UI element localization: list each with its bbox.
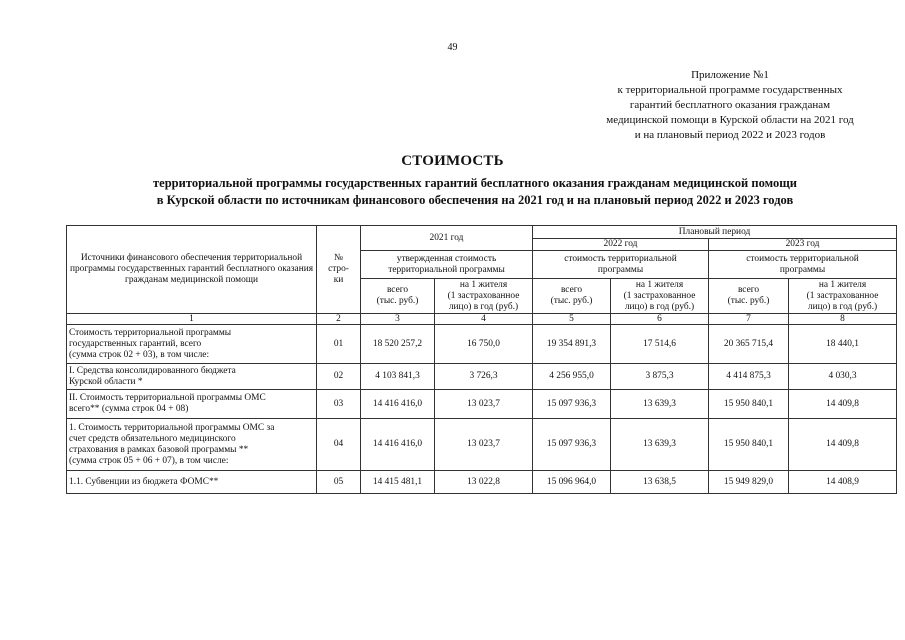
appendix-line: медицинской помощи в Курской области на 2021 год [606,114,854,126]
column-number: 3 [361,314,435,325]
header-cost-2023: стоимость территориальной программы [709,251,897,279]
financing-table [66,225,897,494]
header-row-1 [67,226,897,239]
column-number: 4 [435,314,533,325]
header-cost-2022: стоимость территориальной программы [533,251,709,279]
column-number-row [67,314,897,325]
value-2023-per-capita: 4 030,3 [789,364,897,390]
header-source-label: Источники финансового обеспечения территориальной программы государственных гарантий бесплатного оказания гражданам медицинской помощи [69,253,314,285]
value-2021-per-capita: 16 750,0 [435,325,533,364]
value-2022-per-capita: 13 639,3 [611,390,709,419]
value-2022-total: 15 097 936,3 [533,390,611,419]
column-number: 7 [709,314,789,325]
value-2021-total: 14 416 416,0 [361,419,435,471]
column-number: 5 [533,314,611,325]
header-total-2021: всего (тыс. руб.) [361,279,435,314]
column-number: 1 [67,314,317,325]
value-2022-total: 15 096 964,0 [533,471,611,494]
header-year-2022: 2022 год [533,239,709,251]
table-row [67,471,897,494]
table-row [67,419,897,471]
table-row [67,325,897,364]
value-2021-total: 14 416 416,0 [361,390,435,419]
value-2022-per-capita: 13 639,3 [611,419,709,471]
row-source: II. Стоимость территориальной программы ОМС всего** (сумма строк 04 + 08) [67,390,317,419]
subtitle-line-2: в Курской области по источникам финансового обеспечения на 2021 год и на плановый период 2022 и 2023 годов [156,193,794,207]
row-source: I. Средства консолидированного бюджета Курской области * [67,364,317,390]
table-row [67,364,897,390]
value-2022-total: 4 256 955,0 [533,364,611,390]
appendix-header [560,68,900,143]
page-number: 49 [447,42,458,53]
row-number: 02 [317,364,361,390]
value-2023-total: 15 950 840,1 [709,390,789,419]
value-2023-total: 4 414 875,3 [709,364,789,390]
header-total-2023: всего (тыс. руб.) [709,279,789,314]
value-2023-total: 15 949 829,0 [709,471,789,494]
table-row [67,390,897,419]
header-source [67,226,317,314]
value-2023-total: 15 950 840,1 [709,419,789,471]
row-number: 05 [317,471,361,494]
value-2023-total: 20 365 715,4 [709,325,789,364]
row-number: 04 [317,419,361,471]
value-2023-per-capita: 18 440,1 [789,325,897,364]
value-2021-total: 14 415 481,1 [361,471,435,494]
value-2022-per-capita: 3 875,3 [611,364,709,390]
value-2021-per-capita: 13 023,7 [435,419,533,471]
header-year-2023: 2023 год [709,239,897,251]
value-2023-per-capita: 14 408,9 [789,471,897,494]
appendix-line: к территориальной программе государственных [617,84,843,96]
header-planned-period: Плановый период [533,226,897,239]
row-number: 01 [317,325,361,364]
header-row-no-label: № стро- ки [328,253,349,285]
value-2021-total: 4 103 841,3 [361,364,435,390]
header-year-2021: 2021 год [361,226,533,251]
value-2021-per-capita: 13 022,8 [435,471,533,494]
row-number: 03 [317,390,361,419]
value-2021-per-capita: 13 023,7 [435,390,533,419]
column-number: 8 [789,314,897,325]
value-2022-total: 19 354 891,3 [533,325,611,364]
row-source: Стоимость территориальной программы государственных гарантий, всего (сумма строк 02 + 03), в том числе: [67,325,317,364]
subtitle-line-1: территориальной программы государственных гарантий бесплатного оказания гражданам медицинской помощи [153,176,797,190]
value-2022-per-capita: 17 514,6 [611,325,709,364]
header-per-capita-2023: на 1 жителя (1 застрахованное лицо) в год (руб.) [789,279,897,314]
value-2021-total: 18 520 257,2 [361,325,435,364]
header-approved-cost: утвержденная стоимость территориальной программы [361,251,533,279]
header-total-2022: всего (тыс. руб.) [533,279,611,314]
column-number: 2 [317,314,361,325]
row-source: 1.1. Субвенции из бюджета ФОМС** [67,471,317,494]
document-title: СТОИМОСТЬ [401,153,504,169]
row-source: 1. Стоимость территориальной программы ОМС за счет средств обязательного медицинского страхования в рамках базовой программы ** (сумма строк 05 + 06 + 07), в том числе: [67,419,317,471]
header-per-capita-2021: на 1 жителя (1 застрахованное лицо) в год (руб.) [435,279,533,314]
header-row-no [317,226,361,314]
appendix-line: Приложение №1 [691,69,769,81]
header-per-capita-2022: на 1 жителя (1 застрахованное лицо) в год (руб.) [611,279,709,314]
appendix-line: и на плановый период 2022 и 2023 годов [634,129,826,141]
value-2022-per-capita: 13 638,5 [611,471,709,494]
value-2023-per-capita: 14 409,8 [789,419,897,471]
value-2021-per-capita: 3 726,3 [435,364,533,390]
value-2022-total: 15 097 936,3 [533,419,611,471]
value-2023-per-capita: 14 409,8 [789,390,897,419]
column-number: 6 [611,314,709,325]
appendix-line: гарантий бесплатного оказания гражданам [629,99,831,111]
document-subtitle [40,175,905,209]
